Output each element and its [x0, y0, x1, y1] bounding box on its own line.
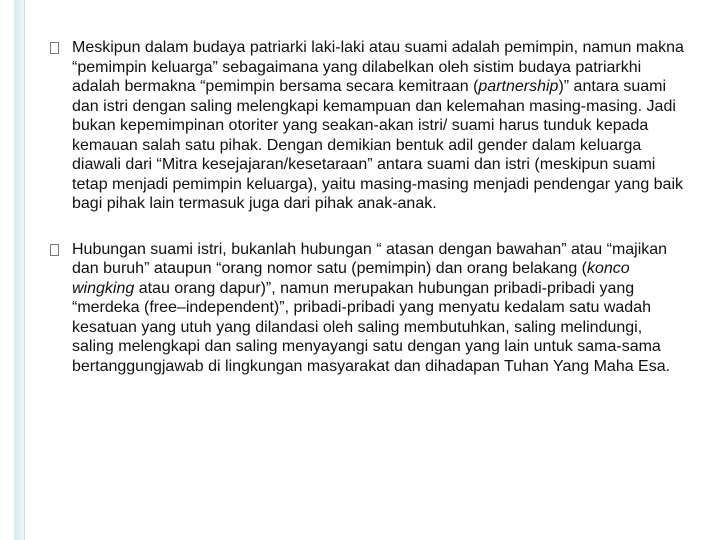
bullet-item-1 — [46, 38, 686, 214]
bullet-text-2 — [72, 240, 686, 377]
bullet-list — [46, 38, 686, 376]
bullet-1-part-2-italic: partnership — [478, 78, 559, 95]
bullet-2-part-2-italic: konco wingking — [72, 260, 630, 297]
bullet-2-part-3: atau orang dapur)”, namun merupakan hubungan pribadi-pribadi yang “merdeka (free–independent)”, pribadi-pribadi yang menyatu kedalam satu wadah kesatuan yang utuh yang dilandasi oleh saling membutuhkan, saling melindungi, saling melengkapi dan saling menyayangi satu dengan yang lain untuk sama-sama bertanggungjawab di lingkungan masyarakat dan dihadapan Tuhan Yang Maha Esa. — [72, 279, 671, 375]
bullet-marker-icon — [50, 42, 59, 54]
bullet-1-part-1: Meskipun dalam budaya patriarki laki-laki atau suami adalah pemimpin, namun makna “pemimpin keluarga” sebagaimana yang dilabelkan oleh sistim budaya patriarkhi adalah bermakna “pemimpin bersama secara kemitraan ( — [72, 39, 684, 95]
bullet-text-1 — [72, 38, 686, 214]
decorative-side-line — [24, 0, 25, 540]
bullet-2-part-1: Hubungan suami istri, bukanlah hubungan “ atasan dengan bawahan” atau “majikan dan buruh” ataupun “orang nomor satu (pemimpin) dan orang belakang ( — [72, 240, 668, 277]
bullet-item-2 — [46, 240, 686, 377]
decorative-side-bar — [14, 0, 24, 540]
bullet-1-part-3: )” antara suami dan istri dengan saling melengkapi kemampuan dan kelemahan masing-masing. Jadi bukan kepemimpinan otoriter yang seakan-akan istri/ suami harus tunduk kepada kemauan salah satu pihak. Dengan demikian bentuk adil gender dalam keluarga diawali dari “Mitra kesejajaran/kesetaraan” antara suami dan istri (meskipun suami tetap menjadi pemimpin keluarga), yaitu masing-masing menjadi pendengar yang baik bagi pihak lain termasuk juga dari pihak anak-anak. — [72, 78, 684, 212]
bullet-marker-icon — [50, 244, 59, 256]
